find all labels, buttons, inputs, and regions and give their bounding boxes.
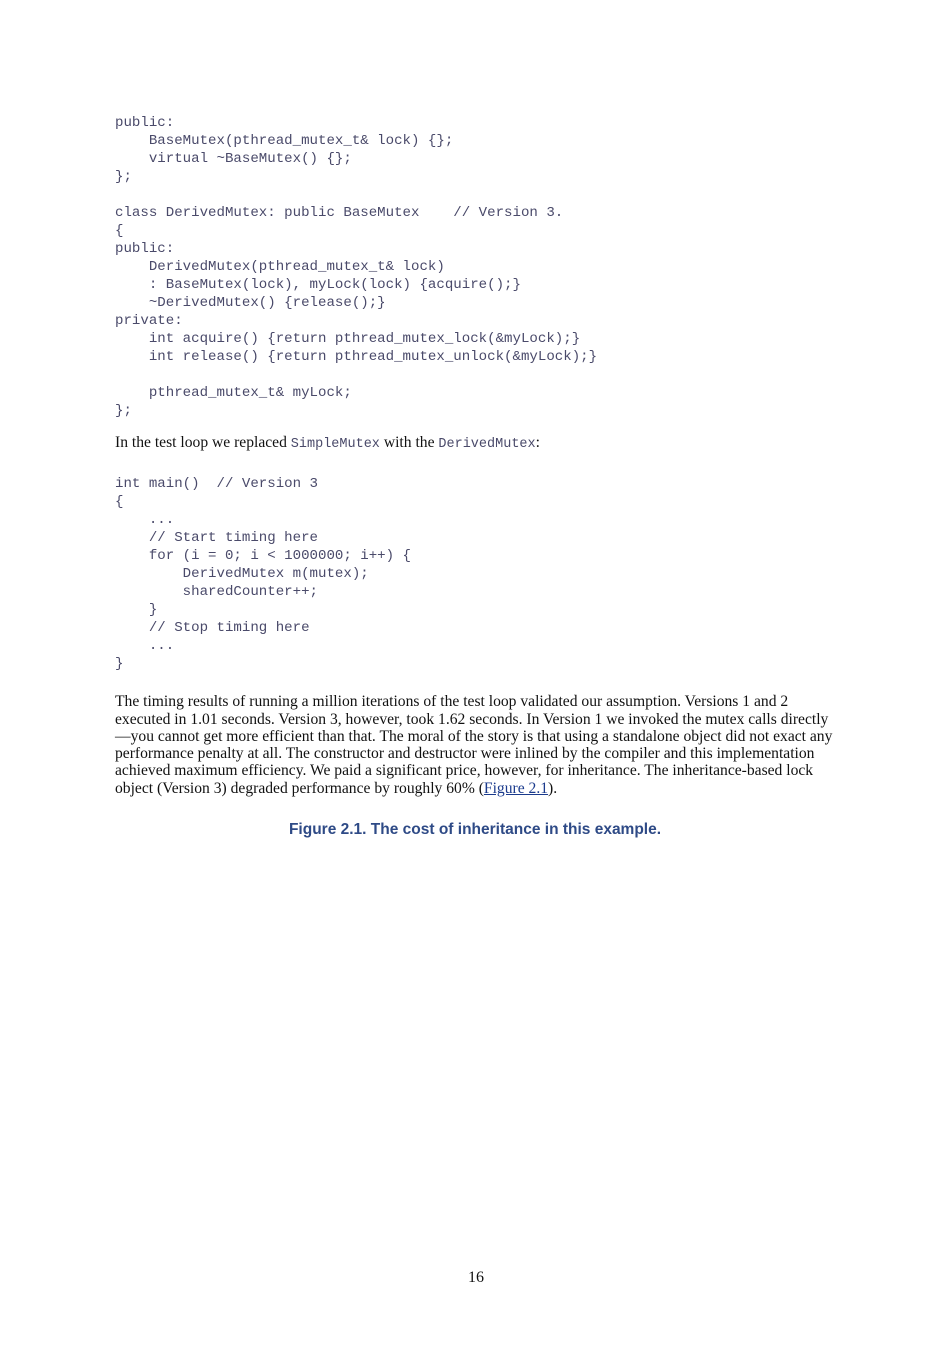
code-line: for (i = 0; i < 1000000; i++) {: [115, 548, 412, 565]
inline-code-derivedmutex: DerivedMutex: [438, 437, 536, 452]
code-line: {: [115, 494, 124, 511]
code-line: DerivedMutex(pthread_mutex_t& lock): [115, 259, 445, 275]
code-block-main: [115, 475, 835, 673]
intro-text-after: :: [535, 434, 540, 451]
code-line: };: [115, 403, 132, 419]
intro-text-before: In the test loop we replaced: [115, 434, 291, 451]
code-line: int main() // Version 3: [115, 476, 318, 493]
results-text: The timing results of running a million iterations of the test loop validated our assumption. Versions 1 and 2 executed in 1.01 seconds. Version 3, however, took 1.62 seconds. In Version 1 we invoked the mutex calls directly—you cannot get more efficient than that. The moral of the story is that using a standalone object did not exact any performance penalty at all. The constructor and destructor were inlined by the compiler and this implementation achieved maximum efficiency. We paid a significant price, however, for inheritance. The inheritance-based lock object (Version 3) degraded performance by roughly 60% (: [115, 693, 833, 797]
code-line: public:: [115, 115, 175, 131]
code-line: public:: [115, 241, 175, 257]
intro-paragraph: [115, 434, 835, 453]
code-line: sharedCounter++;: [115, 584, 318, 601]
figure-2-1-link[interactable]: Figure 2.1: [483, 779, 549, 797]
code-line: private:: [115, 313, 183, 329]
code-line: ...: [115, 512, 175, 529]
intro-text-middle: with the: [379, 434, 439, 451]
code-line: BaseMutex(pthread_mutex_t& lock) {};: [115, 133, 454, 149]
code-line: DerivedMutex m(mutex);: [115, 566, 369, 583]
code-line: : BaseMutex(lock), myLock(lock) {acquire();}: [115, 277, 521, 293]
code-line: }: [115, 656, 124, 673]
code-line: {: [115, 223, 124, 239]
code-line: [115, 186, 835, 204]
code-line: class DerivedMutex: public BaseMutex // Version 3.: [115, 205, 564, 221]
code-line: virtual ~BaseMutex() {};: [115, 151, 352, 167]
code-line: int acquire() {return pthread_mutex_lock(&myLock);}: [115, 331, 581, 347]
code-line: [115, 366, 835, 384]
code-line: }: [115, 602, 158, 619]
code-line: // Stop timing here: [115, 620, 310, 637]
inline-code-simplemutex: SimpleMutex: [290, 437, 380, 452]
code-line: };: [115, 169, 132, 185]
figure-caption: Figure 2.1. The cost of inheritance in this example.: [288, 821, 662, 839]
results-paragraph: [115, 693, 835, 797]
code-line: ~DerivedMutex() {release();}: [115, 295, 386, 311]
page-number: 16: [468, 1269, 484, 1286]
document-page: [115, 114, 835, 839]
results-text-end: ).: [548, 779, 558, 797]
code-block-derived-mutex: [115, 114, 835, 420]
code-line: int release() {return pthread_mutex_unlock(&myLock);}: [115, 349, 598, 365]
code-line: // Start timing here: [115, 530, 318, 547]
code-line: ...: [115, 638, 175, 655]
code-line: pthread_mutex_t& myLock;: [115, 385, 352, 401]
